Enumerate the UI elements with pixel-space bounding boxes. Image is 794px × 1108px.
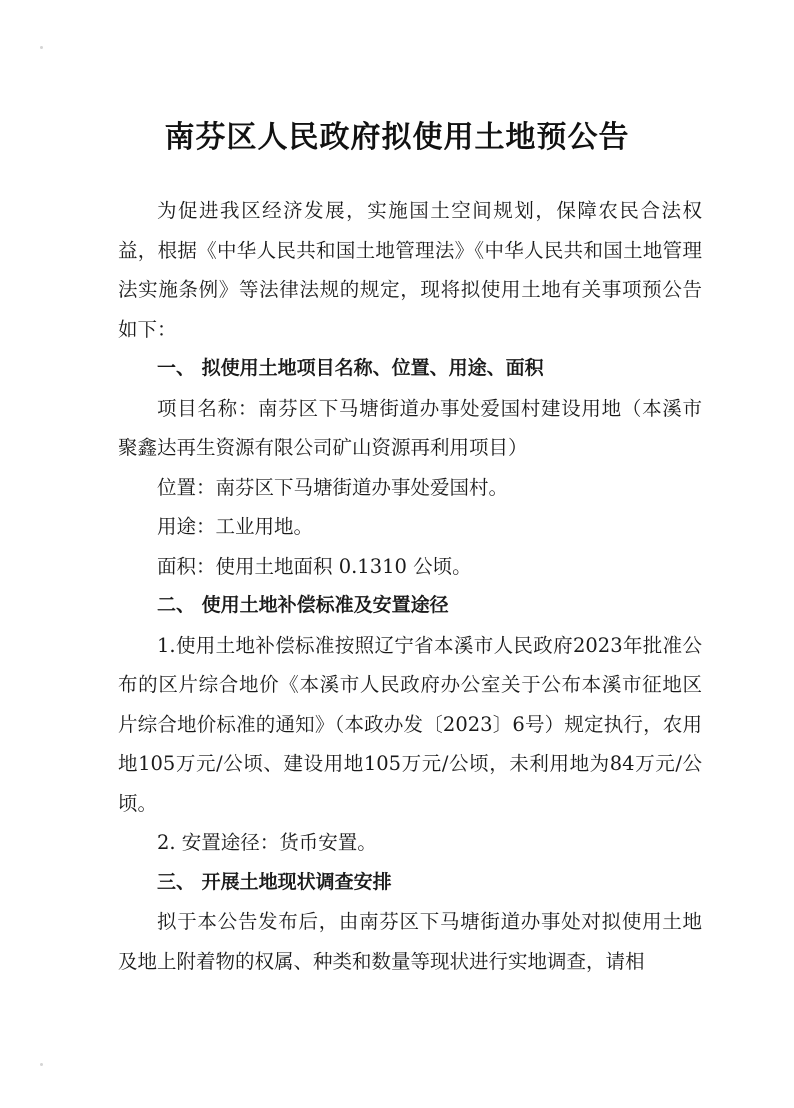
section-2-heading: 二、 使用土地补偿标准及安置途径 [157, 594, 449, 616]
scan-artifact-dot [40, 1063, 43, 1066]
use-paragraph: 用途：工业用地。 [157, 515, 314, 538]
section-1-heading: 一、 拟使用土地项目名称、位置、用途、面积 [157, 357, 544, 379]
location-paragraph: 位置：南芬区下马塘街道办事处爱国村。 [157, 475, 509, 499]
section-3-heading: 三、 开展土地现状调查安排 [157, 870, 392, 893]
resettlement-paragraph: 2. 安置途径：货币安置。 [157, 831, 377, 854]
document-title: 南芬区人民政府拟使用土地预公告 [164, 120, 630, 155]
area-paragraph: 面积：使用土地面积 0.1310 公顷。 [157, 554, 472, 578]
intro-paragraph: 为促进我区经济发展，实施国土空间规划，保障农民合法权益，根据《中华人民共和国土地管理法》《中华人民共和国土地管理法实施条例》等法律法规的规定，现将拟使用土地有关事项预公告如下： [118, 199, 702, 341]
survey-paragraph: 拟于本公告发布后，由南芬区下马塘街道办事处对拟使用土地及地上附着物的权属、种类和数量等现状进行实地调查，请相 [118, 910, 702, 973]
compensation-paragraph: 1.使用土地补偿标准按照辽宁省本溪市人民政府2023年批准公布的区片综合地价《本溪市人民政府办公室关于公布本溪市征地区片综合地价标准的通知》（本政办发〔2023〕6号）规定执行，农用地105万元/公顷、建设用地105万元/公顷，未利用地为84万元/公顷。 [118, 633, 702, 815]
document-body [118, 191, 702, 981]
project-name-paragraph: 项目名称：南芬区下马塘街道办事处爱国村建设用地（本溪市聚鑫达再生资源有限公司矿山资源再利用项目） [118, 396, 702, 459]
scan-artifact-dot [40, 46, 43, 49]
